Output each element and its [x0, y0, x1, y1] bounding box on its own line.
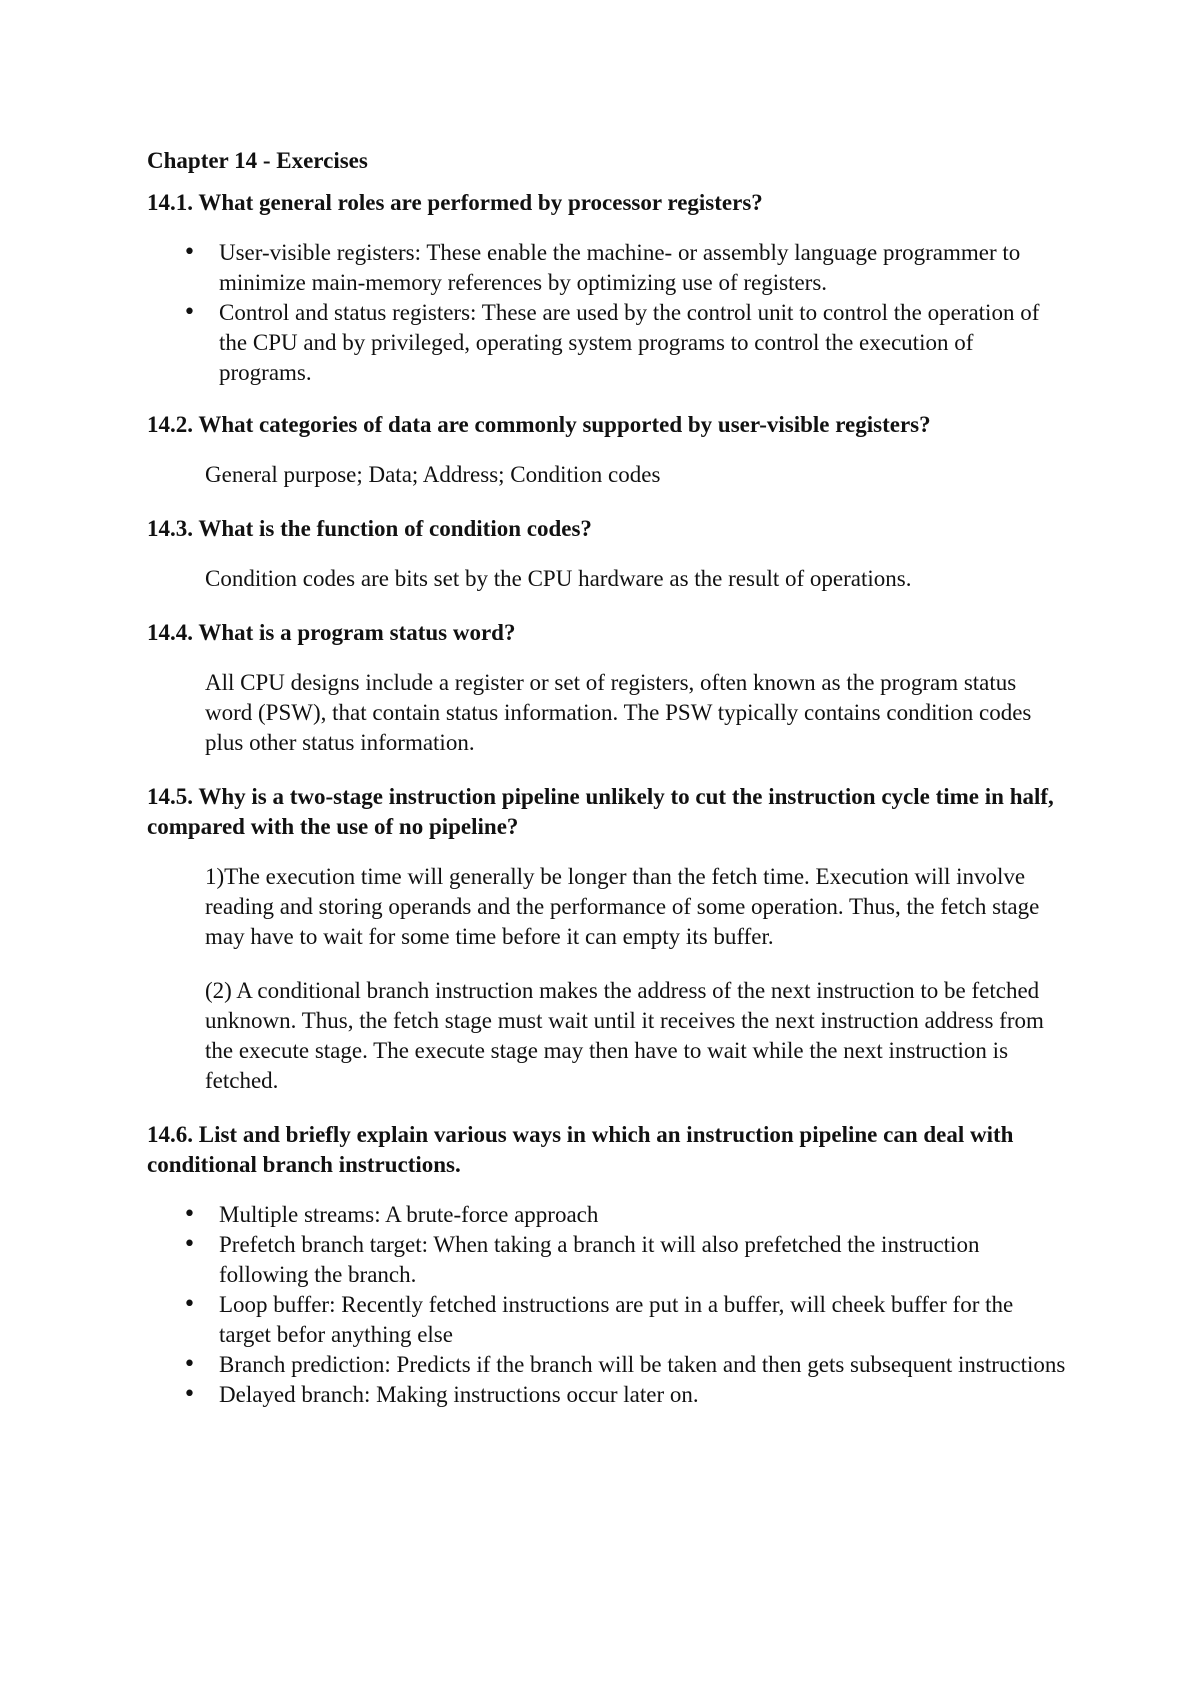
chapter-title: Chapter 14 - Exercises — [147, 148, 368, 173]
list-item: • Delayed branch: Making instructions occur later on. — [219, 1380, 1067, 1410]
question-14-5: 14.5. Why is a two-stage instruction pipeline unlikely to cut the instruction cycle time in half, compared with the use of no pipeline? — [147, 784, 1054, 839]
answer-14-1-list — [147, 238, 1067, 388]
question-14-2: 14.2. What categories of data are commonly supported by user-visible registers? — [147, 412, 931, 437]
question-14-1: 14.1. What general roles are performed by processor registers? — [147, 190, 763, 215]
question-14-6: 14.6. List and briefly explain various ways in which an instruction pipeline can deal with conditional branch instructions. — [147, 1122, 1014, 1177]
list-item: • User-visible registers: These enable the machine- or assembly language programmer to minimize main-memory references by optimizing use of registers. — [219, 238, 1067, 298]
list-item: • Branch prediction: Predicts if the branch will be taken and then gets subsequent instructions — [219, 1350, 1067, 1380]
list-item: • Prefetch branch target: When taking a branch it will also prefetched the instruction following the branch. — [219, 1230, 1067, 1290]
answer-14-3: Condition codes are bits set by the CPU hardware as the result of operations. — [205, 566, 912, 591]
list-item: • Multiple streams: A brute-force approach — [219, 1200, 1067, 1230]
question-14-3: 14.3. What is the function of condition codes? — [147, 516, 592, 541]
answer-14-2: General purpose; Data; Address; Condition codes — [205, 462, 661, 487]
answer-14-5-part-2: (2) A conditional branch instruction makes the address of the next instruction to be fetched unknown. Thus, the fetch stage must wait until it receives the next instruction address from the execute stage. The execute stage may then have to wait while the next instruction is fetched. — [205, 978, 1044, 1093]
answer-14-5-part-1: 1)The execution time will generally be longer than the fetch time. Execution will involve reading and storing operands and the performance of some operation. Thus, the fetch stage may have to wait for some time before it can empty its buffer. — [205, 864, 1040, 949]
list-item: • Control and status registers: These are used by the control unit to control the operation of the CPU and by privileged, operating system programs to control the execution of programs. — [219, 298, 1067, 388]
list-item: • Loop buffer: Recently fetched instructions are put in a buffer, will cheek buffer for the target befor anything else — [219, 1290, 1067, 1350]
answer-14-6-list — [147, 1200, 1067, 1410]
document-content — [147, 146, 1067, 1432]
question-14-4: 14.4. What is a program status word? — [147, 620, 516, 645]
answer-14-4: All CPU designs include a register or set of registers, often known as the program status word (PSW), that contain status information. The PSW typically contains condition codes plus other status information. — [205, 670, 1032, 755]
